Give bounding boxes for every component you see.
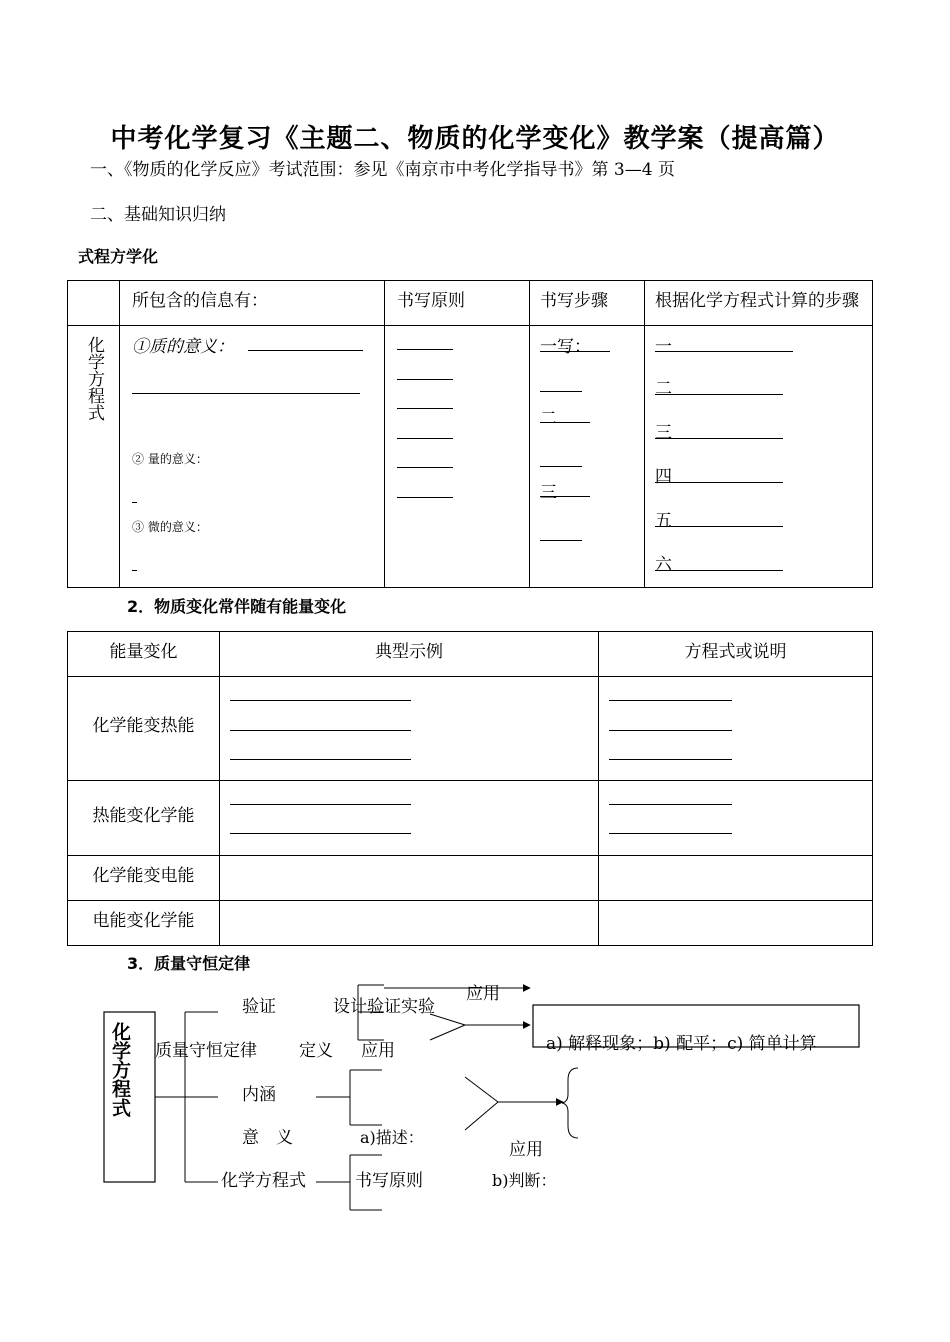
- principle-label: 书写原则: [355, 1171, 423, 1191]
- diagram-box-label: 化学方程式: [109, 1022, 131, 1117]
- calc-step-1: 一: [655, 337, 672, 357]
- apply-top-label: 应用: [466, 984, 500, 1004]
- step-3: 三: [540, 483, 557, 503]
- basic-knowledge-heading: 二、基础知识归纳: [90, 205, 226, 225]
- calc-step-6: 六: [655, 555, 672, 575]
- header-info: 所包含的信息有：: [120, 281, 385, 326]
- apply-low-label: 应用: [509, 1140, 543, 1160]
- header-energy: 能量变化: [68, 632, 220, 677]
- calc-step-5: 五: [655, 511, 672, 531]
- micro-meaning: ③ 微的意义：: [132, 520, 208, 534]
- judge-label: b)判断：: [492, 1171, 557, 1190]
- header-example: 典型示例: [220, 632, 599, 677]
- calc-step-2: 二: [655, 379, 672, 399]
- row-heat-chem: 热能变化学能: [68, 781, 220, 856]
- law-label: 质量守恒定律: [155, 1041, 257, 1061]
- header-steps: 书写步骤: [530, 281, 645, 326]
- exam-scope-line: 一、《物质的化学反应》考试范围：参见《南京市中考化学指导书》第 3—4 页: [90, 160, 675, 180]
- header-calc: 根据化学方程式计算的步骤: [645, 281, 873, 326]
- meaning-label: 意 义: [242, 1128, 293, 1148]
- section2-heading: 2．物质变化常伴随有能量变化: [127, 597, 347, 616]
- quantity-meaning: ② 量的意义：: [132, 452, 208, 466]
- row-chem-electric: 化学能变电能: [68, 856, 220, 901]
- step-2: 二: [540, 409, 557, 429]
- row-label: 化学方程式: [84, 336, 104, 421]
- header-principle: 书写原则: [385, 281, 530, 326]
- design-label: 设计验证实验: [333, 997, 435, 1017]
- result-box-text: a) 解释现象；b) 配平；c) 简单计算: [546, 1034, 817, 1054]
- page-title: 中考化学复习《主题二、物质的化学变化》教学案（提高篇）: [110, 124, 840, 154]
- describe-label: a)描述：: [360, 1128, 424, 1147]
- calc-step-4: 四: [655, 467, 672, 487]
- section1-heading: 式程方学化: [78, 247, 159, 266]
- define-label: 定义: [299, 1041, 333, 1061]
- row-electric-chem: 电能变化学能: [68, 901, 220, 946]
- equation-label: 化学方程式: [221, 1171, 306, 1191]
- step-1: 一写：: [540, 337, 591, 357]
- quality-meaning: ①质的意义：: [132, 337, 234, 357]
- section3-heading: 3．质量守恒定律: [127, 954, 251, 973]
- apply-mid-label: 应用: [361, 1041, 395, 1061]
- row-chem-heat: 化学能变热能: [68, 677, 220, 781]
- calc-step-3: 三: [655, 423, 672, 443]
- verify-label: 验证: [242, 997, 276, 1017]
- header-equation: 方程式或说明: [599, 632, 873, 677]
- content-label: 内涵: [242, 1085, 276, 1105]
